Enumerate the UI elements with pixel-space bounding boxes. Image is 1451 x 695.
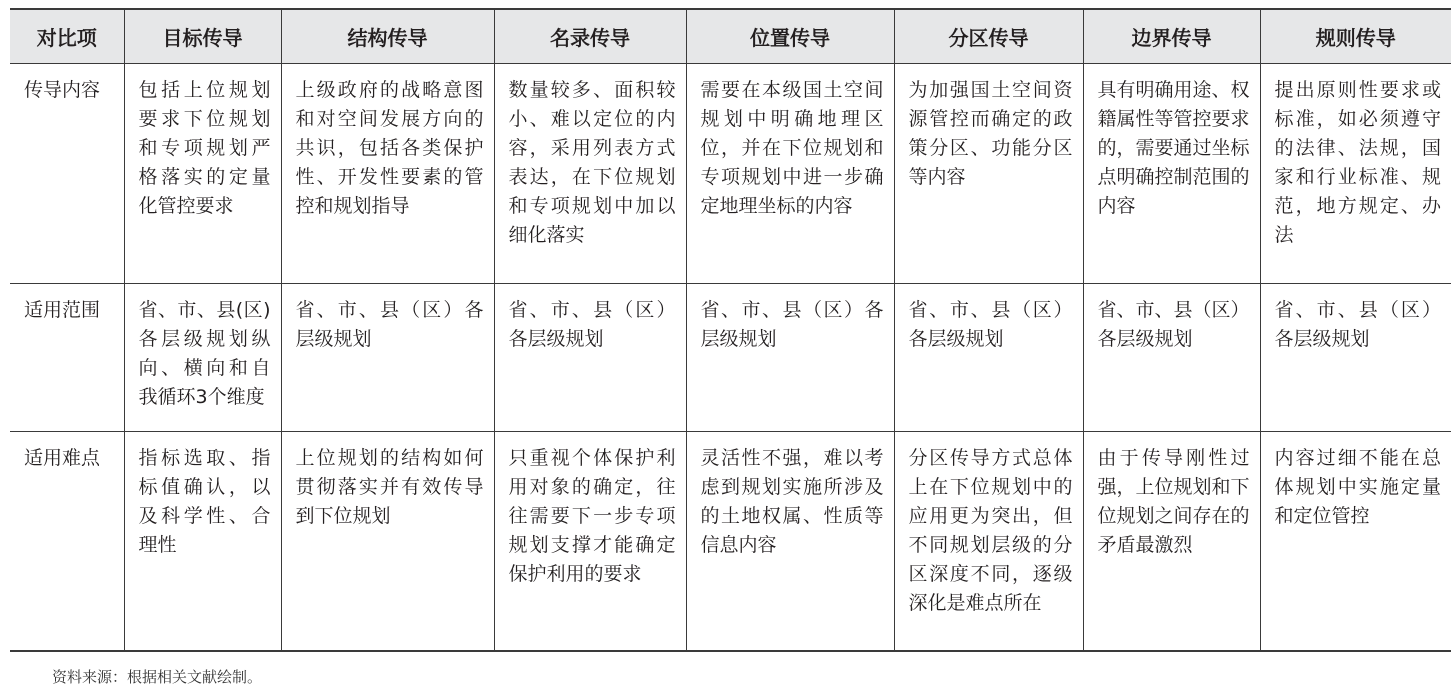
row-label: 适用范围 <box>24 298 101 321</box>
table-body <box>10 63 1451 651</box>
header-cell: 对比项 <box>36 25 97 50</box>
table-cell: 提出原则性要求或标准，如必须遵守的法律、法规，国家和行业标准、规范，地方规定、办法 <box>1260 63 1451 283</box>
table-cell: 内容过细不能在总体规划中实施定量和定位管控 <box>1260 431 1451 651</box>
table-cell: 分区传导方式总体上在下位规划中的应用更为突出，但不同规划层级的分区深度不同，逐级深化是难点所在 <box>894 431 1083 651</box>
header-cell: 目标传导 <box>124 9 281 63</box>
table-cell: 只重视个体保护利用对象的确定，往往需要下一步专项规划支撑才能确定保护利用的要求 <box>494 431 686 651</box>
table-cell: 上位规划的结构如何贯彻落实并有效传导到下位规划 <box>281 431 494 651</box>
table-row <box>10 283 1451 431</box>
table-cell: 由于传导刚性过强，上位规划和下位规划之间存在的矛盾最激烈 <box>1083 431 1260 651</box>
table-cell: 为加强国土空间资源管控而确定的政策分区、功能分区等内容 <box>894 63 1083 283</box>
table-cell: 省、市、县（区）各层级规划 <box>1260 283 1451 431</box>
table-cell: 省、市、县（区）各层级规划 <box>494 283 686 431</box>
header-cell: 边界传导 <box>1083 9 1260 63</box>
table-cell: 省、市、县（区）各层级规划 <box>1083 283 1260 431</box>
header-cell: 分区传导 <box>894 9 1083 63</box>
table-cell: 省、市、县（区）各层级规划 <box>281 283 494 431</box>
header-row <box>10 9 1451 63</box>
row-label: 传导内容 <box>24 78 101 101</box>
table-cell: 省、市、县（区）各层级规划 <box>686 283 894 431</box>
table-cell: 省、市、县（区）各层级规划 <box>894 283 1083 431</box>
table-cell: 灵活性不强，难以考虑到规划实施所涉及的土地权属、性质等信息内容 <box>686 431 894 651</box>
header-cell: 规则传导 <box>1260 9 1451 63</box>
table-cell: 需要在本级国土空间规划中明确地理区位，并在下位规划和专项规划中进一步确定地理坐标的内容 <box>686 63 894 283</box>
header-cell: 位置传导 <box>686 9 894 63</box>
comparison-table <box>10 8 1451 652</box>
header-cell: 名录传导 <box>494 9 686 63</box>
table-header <box>10 9 1451 63</box>
row-label: 适用难点 <box>24 446 101 469</box>
table-row <box>10 431 1451 651</box>
table-cell: 包括上位规划要求下位规划和专项规划严格落实的定量化管控要求 <box>124 63 281 283</box>
table-cell: 省、市、县(区)各层级规划纵向、横向和自我循环3个维度 <box>124 283 281 431</box>
table-cell: 数量较多、面积较小、难以定位的内容，采用列表方式表达，在下位规划和专项规划中加以细化落实 <box>494 63 686 283</box>
table-cell: 上级政府的战略意图和对空间发展方向的共识，包括各类保护性、开发性要素的管控和规划指导 <box>281 63 494 283</box>
header-cell: 结构传导 <box>281 9 494 63</box>
table-cell: 指标选取、指标值确认，以及科学性、合理性 <box>124 431 281 651</box>
table-cell: 具有明确用途、权籍属性等管控要求的，需要通过坐标点明确控制范围的内容 <box>1083 63 1260 283</box>
table-row <box>10 63 1451 283</box>
source-note: 资料来源：根据相关文献绘制。 <box>52 668 263 686</box>
